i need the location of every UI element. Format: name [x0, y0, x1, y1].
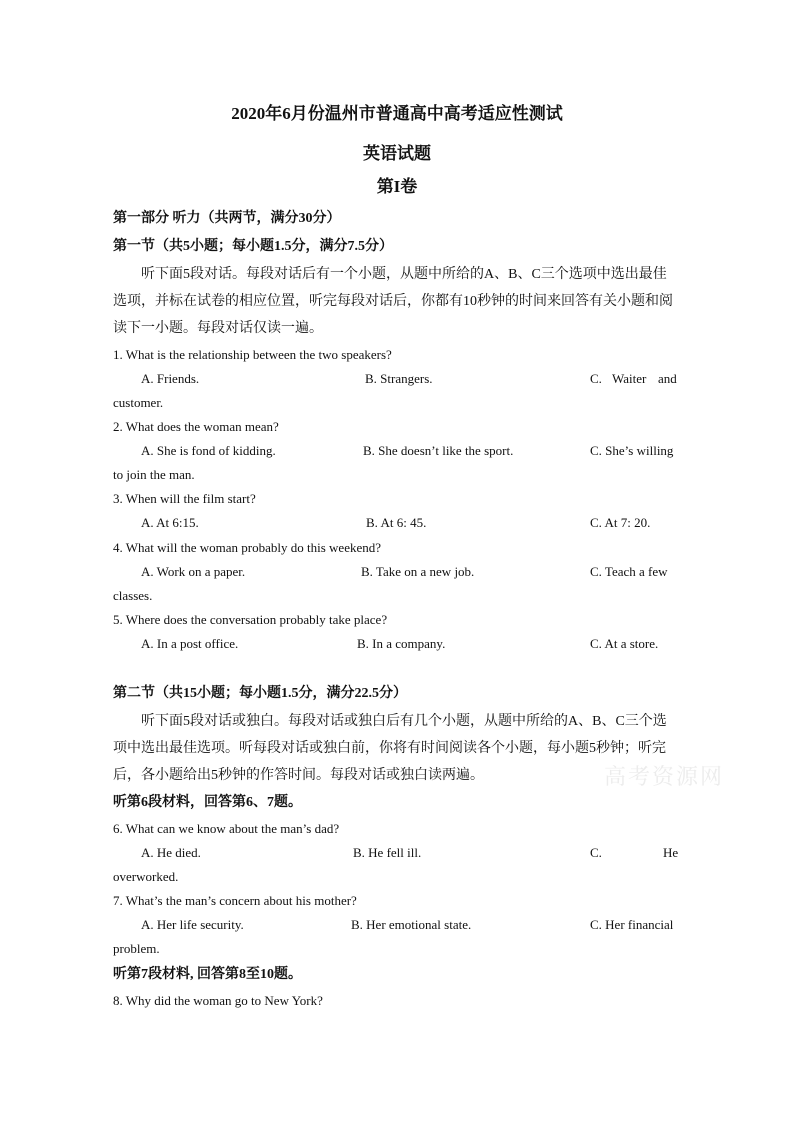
option-a: A. In a post office. [141, 636, 239, 651]
question-stem: 1. What is the relationship between the two speakers? [113, 347, 392, 362]
option-c: C. At 7: 20. [590, 515, 651, 530]
option-c-letter: C. [590, 845, 602, 860]
option-b: B. Strangers. [365, 371, 433, 386]
section2-heading: 第二节（共15小题；每小题1.5分，满分22.5分） [113, 686, 407, 701]
option-c-wrap: classes. [113, 588, 153, 603]
option-c-word: and [658, 371, 677, 386]
option-b: B. In a company. [357, 636, 446, 651]
option-a: A. He died. [141, 845, 201, 860]
option-c-wrap: overworked. [113, 869, 179, 884]
option-c-wrap: to join the man. [113, 467, 195, 482]
section2-instruction-line: 听下面5段对话或独白。每段对话或独白后有几个小题，从题中所给的A、B、C三个选 [141, 714, 667, 729]
volume-title: 第I卷 [376, 177, 418, 196]
section1-heading: 第一节（共5小题；每小题1.5分，满分7.5分） [113, 239, 393, 254]
watermark: 高考资源网 [604, 765, 725, 790]
material-6-heading: 听第6段材料，回答第6、7题。 [113, 795, 302, 810]
subject-title: 英语试题 [363, 144, 431, 163]
option-c-letter: C. [590, 371, 602, 386]
section1-instruction-line: 读下一小题。每段对话仅读一遍。 [113, 321, 323, 336]
section2-instruction-line: 项中选出最佳选项。听每段对话或独白前，你将有时间阅读各个小题，每小题5秒钟；听完 [113, 741, 666, 756]
option-c-word: He [663, 845, 679, 860]
question-stem: 6. What can we know about the man’s dad? [113, 821, 340, 836]
option-a: A. Work on a paper. [141, 564, 246, 579]
page-title: 2020年6月份温州市普通高中高考适应性测试 [231, 104, 563, 123]
question-stem: 4. What will the woman probably do this weekend? [113, 540, 382, 555]
section1-instruction-line: 听下面5段对话。每段对话后有一个小题，从题中所给的A、B、C三个选项中选出最佳 [141, 267, 667, 282]
part1-heading: 第一部分 听力（共两节，满分30分） [113, 211, 341, 226]
option-b: B. Her emotional state. [351, 917, 472, 932]
option-a: A. At 6:15. [141, 515, 199, 530]
option-b: B. She doesn’t like the sport. [363, 443, 514, 458]
section1-instruction-line: 选项，并标在试卷的相应位置，听完每段对话后，你都有10秒钟的时间来回答有关小题和阅 [113, 294, 673, 309]
option-c-wrap: customer. [113, 395, 164, 410]
section2-instruction-line: 后，各小题给出5秒钟的作答时间。每段对话或独白读两遍。 [113, 768, 484, 783]
option-c: C. Her financial [590, 917, 674, 932]
question-stem: 8. Why did the woman go to New York? [113, 993, 323, 1008]
option-a: A. Her life security. [141, 917, 244, 932]
question-stem: 5. Where does the conversation probably take place? [113, 612, 388, 627]
option-c: C. She’s willing [590, 443, 674, 458]
option-c-word: Waiter [612, 371, 647, 386]
option-c: C. At a store. [590, 636, 659, 651]
material-7-heading: 听第7段材料, 回答第8至10题。 [113, 967, 302, 982]
option-b: B. He fell ill. [353, 845, 422, 860]
question-stem: 2. What does the woman mean? [113, 419, 279, 434]
option-a: A. She is fond of kidding. [141, 443, 276, 458]
option-c: C. Teach a few [590, 564, 668, 579]
option-a: A. Friends. [141, 371, 200, 386]
option-b: B. At 6: 45. [366, 515, 427, 530]
option-c-wrap: problem. [113, 941, 160, 956]
question-stem: 7. What’s the man’s concern about his mother? [113, 893, 357, 908]
question-stem: 3. When will the film start? [113, 491, 256, 506]
option-b: B. Take on a new job. [361, 564, 475, 579]
